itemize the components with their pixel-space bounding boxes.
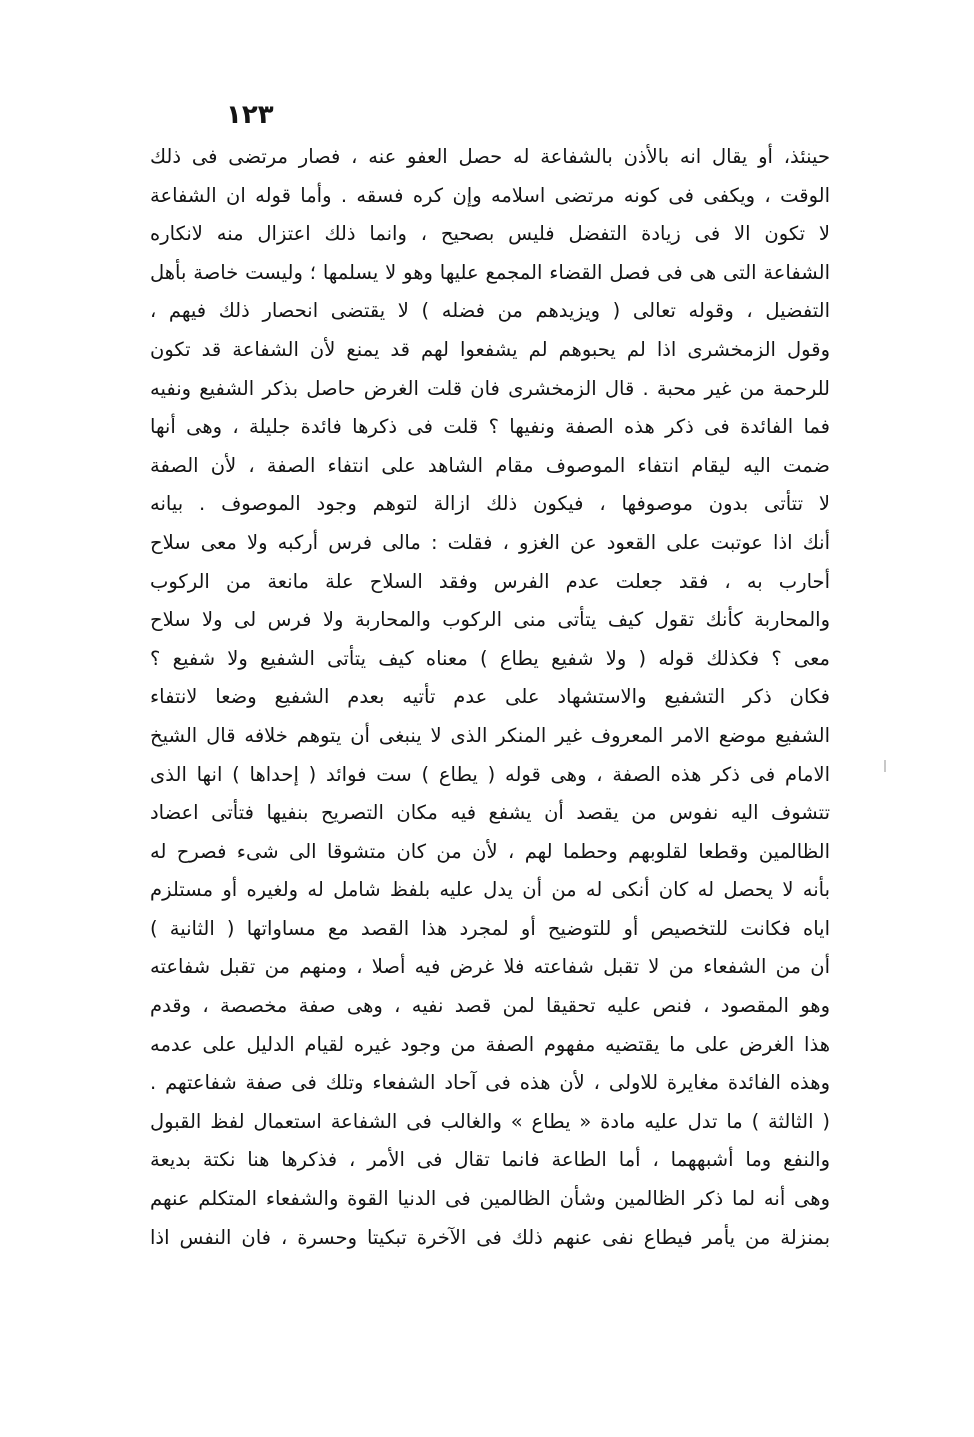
text-line: اياه فكانت للتخصيص أو للتوضيح أو لمجرد هذا القصد مع مساواتها ( الثانية ) (150, 916, 830, 940)
text-line: فما الفائدة فى ذكر هذه الصفة ونفيها ؟ قلت فى ذكرها فائدة جليلة ، وهى أنها (150, 415, 830, 439)
text-line: والنفع وما أشبههما ، أما الطاعة فانما تقال فى الأمر ، فذكرها هنا نكتة بديعة (150, 1148, 830, 1172)
text-line: أنك اذا عوتبت على القعود عن الغزو ، فقلت : مالى فرس أركبه ولا معى سلاح (150, 530, 830, 554)
text-line: التفضيل ، وقوله تعالى ( ويزيدهم من فضله ) لا يقتضى انحصار ذلك فيهم ، (150, 299, 830, 323)
text-line: لا تتأتى بدون موصوفها ، فيكون ذلك ازالة لتوهم وجود الموصوف . بيانه (150, 492, 830, 516)
text-line: وقول الزمخشرى اذا لم يحبوهم لم يشفعوا لهم قد يمنع لأن الشفاعة قد تكون (150, 337, 830, 361)
text-line: الشفيع موضع الامر المعروف غير المنكر الذى لا ينبغى أن يتوهم خلافه قال الشيخ (150, 723, 830, 747)
text-line: لا تكون الا فى زيادة التفضل فليس بصحيح ، وانما ذلك اعتزال منه لانكاره (150, 222, 830, 246)
page-number: ١٢٣ (226, 100, 274, 130)
text-line: أن من الشفعاء من لا تقبل شفاعته فلا غرض فيه أصلا ، ومنهم من تقبل شفاعته (150, 955, 830, 979)
text-line: بأنه لا يحصل له كان أنكى له من أن يدل عليه بلفظ شامل له ولغيره أو مستلزم (150, 878, 830, 902)
text-line: تتشوف اليه نفوس من يقصد أن يشفع فيه مكان التصريح بنفيها فتأتى اعضاد (150, 801, 830, 825)
text-line: الامام فى ذكر هذه الصفة ، وهى قوله ( يطاع ) ست فوائد ( إحداها ) انها الذى (150, 762, 830, 786)
body-text (150, 138, 830, 1257)
text-line: حينئذ، أو يقال انه بالأذن بالشفاعة له حصل العفو عنه ، فصار مرتضى فى ذلك (150, 145, 830, 168)
margin-mark (884, 760, 886, 772)
text-line: معى ؟ فكذلك قوله ( ولا شفيع يطاع ) معناه كيف يتأتى الشفيع ولا شفيع ؟ (150, 646, 830, 670)
text-line: ( الثالثة ) ما تدل عليه مادة « يطاع » والغالب فى الشفاعة استعمال لفظ القبول (150, 1109, 830, 1133)
text-line: الشفاعة التى هى فى فصل القضاء المجمع عليها وهو لا يسلمها ؛ وليست خاصة بأهل (150, 260, 830, 284)
text-line: ضمت اليه ليقام انتفاء الموصوف مقام الشاهد على انتفاء الصفة ، لأن الصفة (150, 453, 830, 477)
text-line: فكان ذكر التشفيع والاستشهاد على عدم تأتيه بعدم الشفيع وضعا لانتفاء (150, 685, 830, 709)
text-line: الوقت ، ويكفى فى كونه مرتضى اسلامه وإن كره فسقه . وأما قوله ان الشفاعة (150, 183, 830, 207)
text-line: للرحمة من غير محبة . قال الزمخشرى فان قلت الغرض حاصل بذكر الشفيع ونفيه (150, 376, 830, 400)
text-line: أحارب به ، فقد جعلت عدم الفرس وفقد السلاح علة مانعة من الركوب (150, 569, 830, 593)
text-line: بمنزلة من يأمر فيطاع نفى عنهم ذلك فى الآخرة تبكيتا وحسرة ، فان النفس اذا (150, 1225, 830, 1249)
text-line: وهذه الفائدة مغايرة للاولى ، لأن هذه فى آحاد الشفعاء وتلك فى صفة شفاعتهم . (150, 1071, 830, 1095)
text-line: وهو المقصود ، فنص عليه تحقيقا لمن قصد نفيه ، وهى صفة مخصصة ، وقدم (150, 994, 830, 1018)
text-line: والمحاربة كأنك تقول كيف يتأتى منى الركوب والمحاربة ولا فرس لى ولا سلاح (150, 608, 830, 632)
text-line: هذا الغرض على ما يقتضيه مفهوم الصفة من وجود غيره لقيام الدليل على عدمه (150, 1032, 830, 1056)
text-line: وهى أنه لما ذكر الظالمين وشأن الظالمين فى الدنيا القوة والشفعاء المتكلم عنهم (150, 1187, 830, 1211)
text-line: الظالمين وقطعا لقلوبهم وحطما لهم ، لأن من كان متشوقا الى شىء فصرح له (150, 839, 830, 863)
